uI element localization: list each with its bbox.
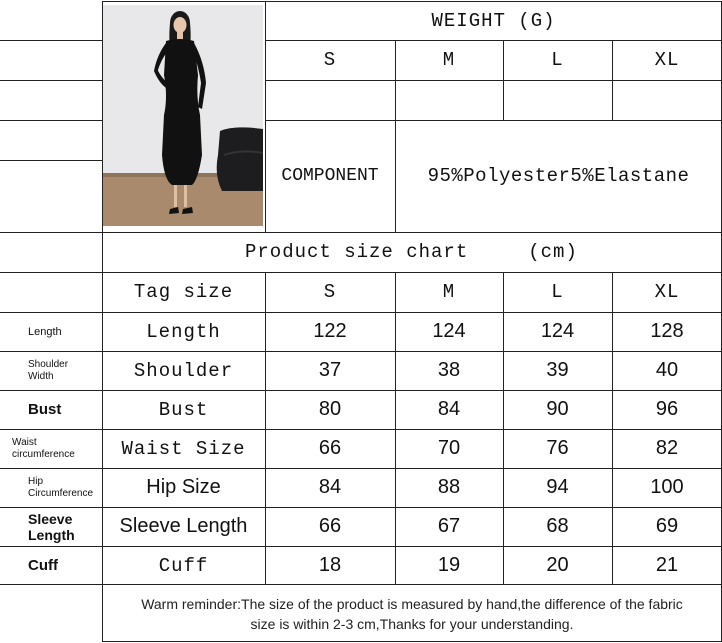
weight-size-l: L bbox=[551, 49, 564, 71]
grid-line bbox=[0, 351, 722, 352]
row-name-bust: Bust bbox=[158, 398, 209, 421]
side-label-length: Length bbox=[28, 325, 62, 338]
tag-size-label: Tag size bbox=[133, 281, 234, 303]
shoulder-s: 37 bbox=[318, 359, 342, 381]
shoulder-xl: 40 bbox=[655, 359, 679, 381]
component-label: COMPONENT bbox=[281, 166, 379, 186]
length-xl: 128 bbox=[650, 320, 684, 342]
cuff-s: 18 bbox=[318, 554, 342, 576]
weight-size-s: S bbox=[323, 49, 337, 71]
waist-l: 76 bbox=[546, 437, 569, 459]
grid-line bbox=[265, 80, 722, 81]
warm-reminder-line-1: Warm reminder:The size of the product is measured by hand,the difference of the fabric bbox=[141, 595, 683, 612]
shoulder-m: 38 bbox=[437, 359, 461, 381]
grid-line bbox=[265, 120, 722, 121]
hip-l: 94 bbox=[546, 476, 569, 498]
grid-line bbox=[0, 546, 722, 547]
shoulder-l: 39 bbox=[546, 359, 569, 381]
grid-line bbox=[503, 40, 504, 120]
grid-line bbox=[0, 429, 722, 430]
chart-size-xl: XL bbox=[654, 281, 680, 303]
grid-line bbox=[0, 80, 102, 81]
grid-line bbox=[0, 468, 722, 469]
side-label-sleeve: Sleeve Length bbox=[28, 510, 75, 543]
chart-size-s: S bbox=[323, 281, 337, 303]
waist-m: 70 bbox=[437, 437, 461, 459]
row-name-cuff: Cuff bbox=[158, 554, 209, 577]
weight-title: WEIGHT (G) bbox=[431, 10, 556, 32]
grid-line bbox=[395, 40, 396, 232]
side-label-bust: Bust bbox=[28, 400, 62, 418]
sleeve-s: 66 bbox=[318, 515, 342, 537]
hip-s: 84 bbox=[318, 476, 342, 498]
sleeve-m: 67 bbox=[437, 515, 461, 537]
dress-model-image bbox=[102, 5, 263, 226]
grid-line bbox=[503, 272, 504, 584]
size-chart-title bbox=[102, 232, 722, 272]
length-m: 124 bbox=[432, 320, 466, 342]
bust-xl: 96 bbox=[655, 398, 679, 420]
grid-line bbox=[265, 40, 722, 41]
row-name-shoulder: Shoulder bbox=[133, 359, 234, 382]
waist-xl: 82 bbox=[655, 437, 679, 459]
side-label-hip: Hip Circumference bbox=[28, 475, 94, 499]
side-label-shoulder: Shoulder Width bbox=[28, 358, 69, 382]
grid-line bbox=[0, 507, 722, 508]
sleeve-l: 68 bbox=[546, 515, 569, 537]
side-label-waist: Waist circumference bbox=[12, 436, 75, 460]
size-chart-title-text: Product size chart bbox=[245, 241, 469, 263]
grid-line bbox=[0, 584, 722, 585]
warm-reminder bbox=[102, 585, 722, 642]
grid-line bbox=[0, 120, 102, 121]
waist-s: 66 bbox=[318, 437, 342, 459]
grid-line bbox=[0, 40, 102, 41]
length-l: 124 bbox=[540, 320, 575, 342]
grid-line bbox=[265, 1, 266, 232]
cuff-m: 19 bbox=[437, 554, 461, 576]
side-label-cuff: Cuff bbox=[28, 556, 58, 574]
cuff-xl: 21 bbox=[655, 554, 679, 576]
cuff-l: 20 bbox=[546, 554, 569, 576]
bust-m: 84 bbox=[437, 398, 461, 420]
grid-line bbox=[612, 40, 613, 120]
grid-line bbox=[0, 390, 722, 391]
hip-m: 88 bbox=[437, 476, 461, 498]
sleeve-xl: 69 bbox=[655, 515, 679, 537]
warm-reminder-line-2: size is within 2-3 cm,Thanks for your understanding. bbox=[250, 615, 574, 632]
row-name-length: Length bbox=[146, 320, 221, 343]
grid-line bbox=[0, 272, 722, 273]
chart-size-m: M bbox=[442, 281, 456, 303]
grid-line bbox=[0, 232, 722, 233]
grid-line bbox=[102, 1, 103, 642]
grid-line bbox=[102, 641, 722, 642]
grid-line bbox=[0, 312, 722, 313]
product-photo bbox=[102, 5, 263, 226]
grid-line bbox=[612, 272, 613, 584]
hip-xl: 100 bbox=[650, 476, 684, 498]
bust-s: 80 bbox=[318, 398, 342, 420]
weight-size-xl: XL bbox=[654, 49, 680, 71]
grid-line bbox=[102, 1, 722, 2]
bust-l: 90 bbox=[546, 398, 569, 420]
row-name-hip: Hip Size bbox=[146, 476, 221, 498]
component-value: 95%Polyester5%Elastane bbox=[427, 165, 690, 187]
row-name-sleeve: Sleeve Length bbox=[119, 515, 248, 537]
grid-line bbox=[265, 272, 266, 584]
length-s: 122 bbox=[313, 320, 347, 342]
grid-line bbox=[395, 272, 396, 584]
weight-size-m: M bbox=[442, 49, 456, 71]
row-name-waist: Waist Size bbox=[121, 437, 246, 460]
size-chart-unit: (cm) bbox=[528, 241, 578, 263]
chart-size-l: L bbox=[551, 281, 564, 303]
grid-line bbox=[0, 160, 102, 161]
